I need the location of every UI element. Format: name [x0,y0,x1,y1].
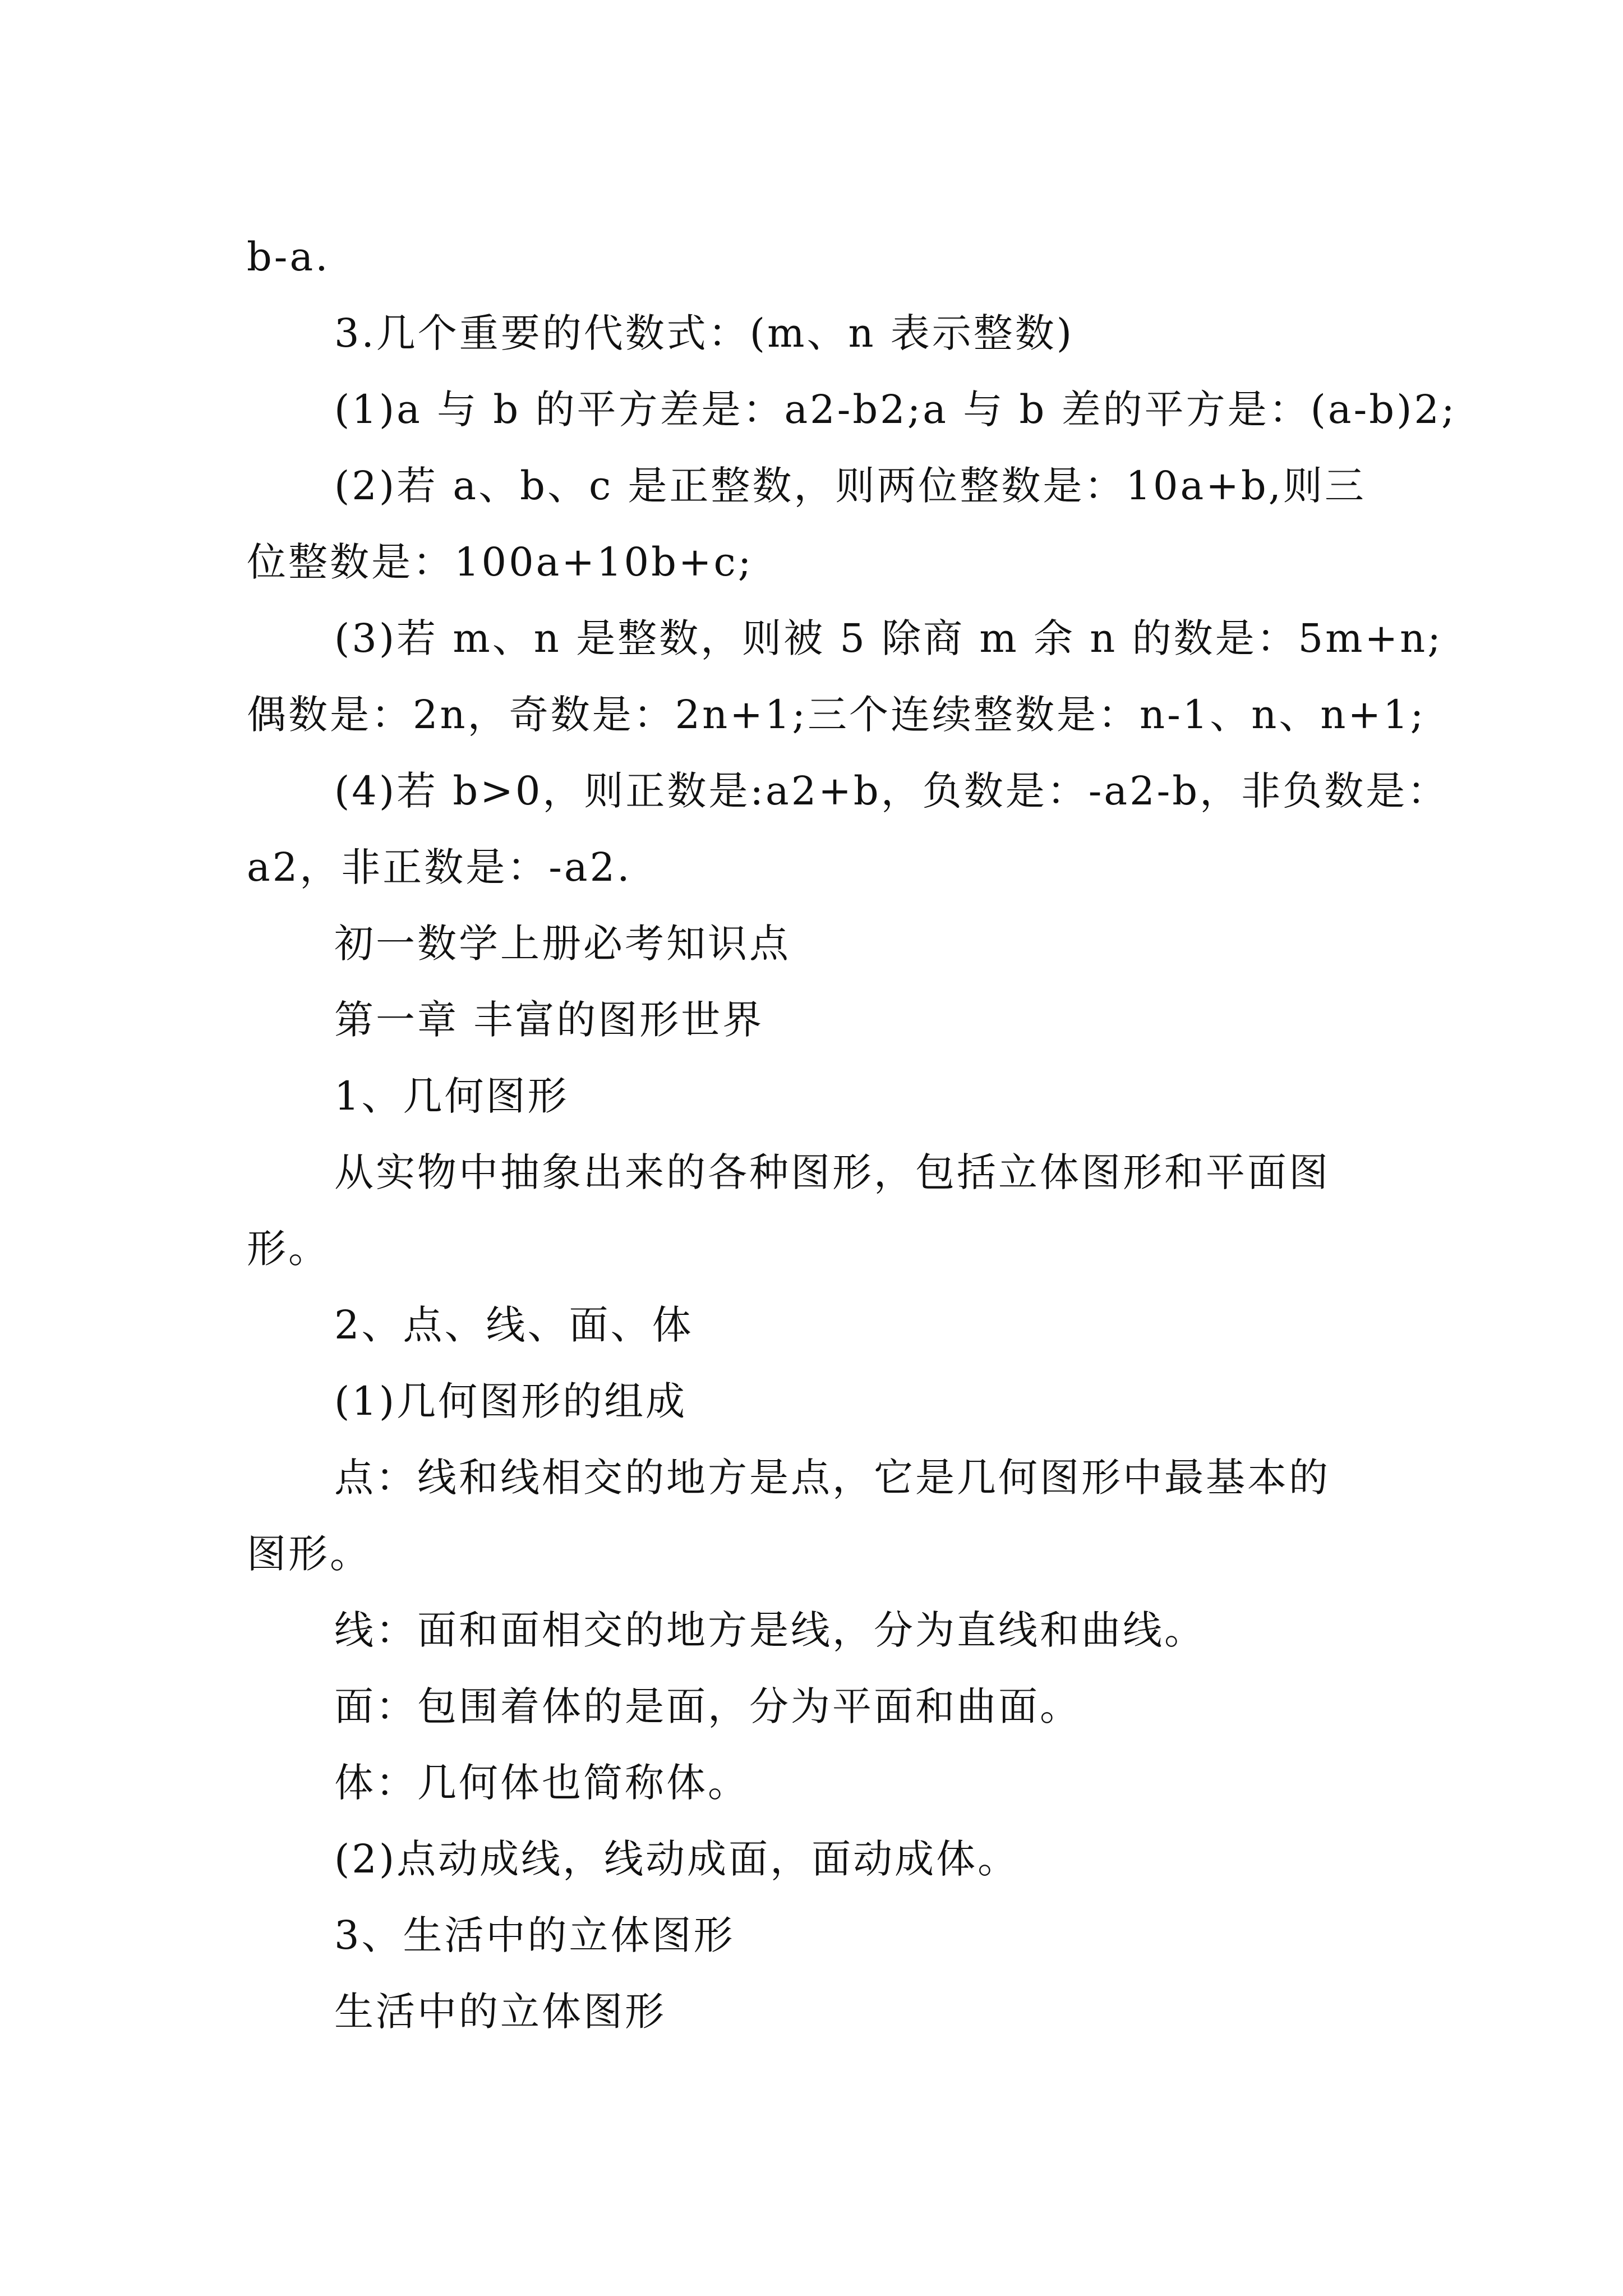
text-line: 生活中的立体图形 [334,1989,666,2035]
text-line: 从实物中抽象出来的各种图形，包括立体图形和平面图 [334,1149,1330,1195]
text-line: (3)若 m、n 是整数，则被 5 除商 m 余 n 的数是：5m+n; [334,615,1443,661]
subsection-heading: 3、生活中的立体图形 [334,1912,735,1958]
text-line: (1)几何图形的组成 [334,1378,688,1424]
text-line: 3.几个重要的代数式：(m、n 表示整数) [334,310,1075,356]
text-line: (1)a 与 b 的平方差是：a2-b2;a 与 b 差的平方是：(a-b)2; [334,386,1457,432]
text-line: 图形。 [247,1531,371,1577]
text-line: 形。 [247,1226,330,1272]
text-line: 偶数是：2n，奇数是：2n+1;三个连续整数是：n-1、n、n+1; [247,692,1426,738]
text-line: a2，非正数是：-a2. [247,844,632,890]
text-line: 面：包围着体的是面，分为平面和曲面。 [334,1683,1081,1729]
text-line: 点：线和线相交的地方是点，它是几何图形中最基本的 [334,1455,1330,1501]
text-line: b-a. [247,234,330,280]
text-line: (2)点动成线，线动成面，面动成体。 [334,1836,1020,1882]
chapter-heading: 第一章 丰富的图形世界 [334,997,764,1043]
text-line: 体：几何体也简称体。 [334,1760,749,1806]
subsection-heading: 1、几何图形 [334,1073,569,1119]
document-body [247,219,1457,2050]
subsection-heading: 2、点、线、面、体 [334,1302,694,1348]
text-line: 线：面和面相交的地方是线，分为直线和曲线。 [334,1607,1206,1653]
text-line: (4)若 b>0，则正数是:a2+b，负数是：-a2-b，非负数是： [334,768,1449,814]
section-heading: 初一数学上册必考知识点 [334,921,791,967]
text-line: (2)若 a、b、c 是正整数，则两位整数是：10a+b,则三 [334,463,1366,509]
text-line: 位整数是：100a+10b+c; [247,539,754,585]
